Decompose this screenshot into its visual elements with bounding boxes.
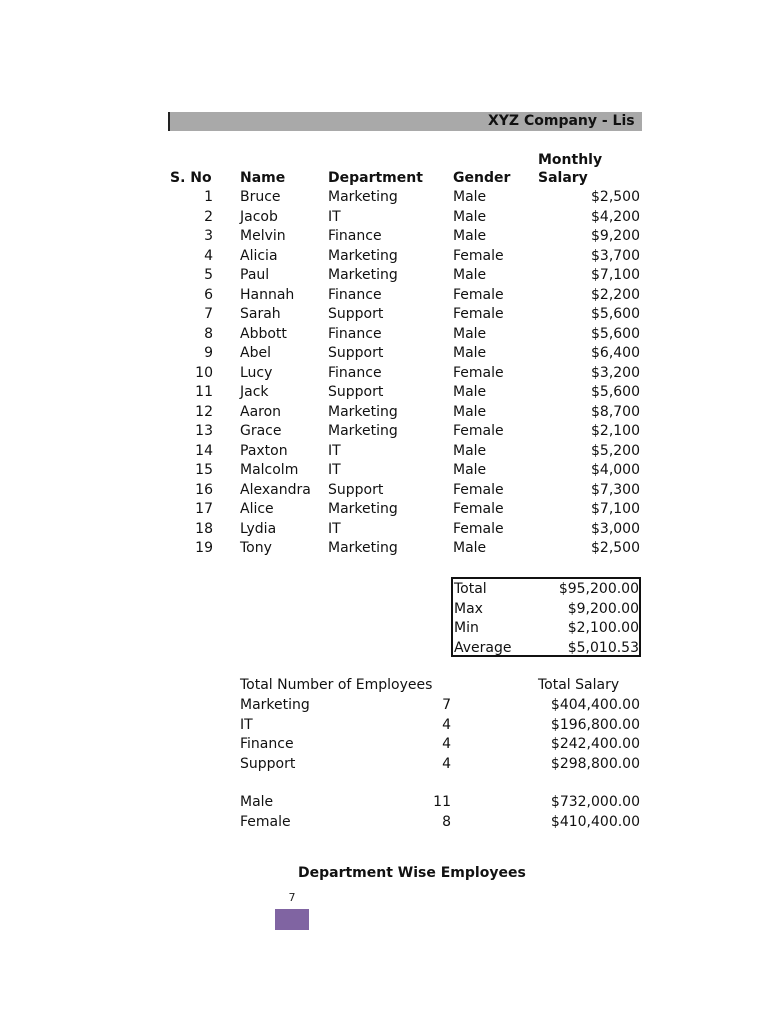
stat-label: Total [454,581,487,597]
summary-row [0,755,768,775]
table-row [0,383,768,403]
cell-department: Finance [328,325,382,342]
summary-row [0,716,768,736]
cell-department: Marketing [328,189,398,205]
stat-row [453,638,639,658]
header-salary-line1: Monthly [538,152,603,168]
cell-department: Support [328,306,384,322]
cell-department: Marketing [328,403,398,420]
summary-count: 4 [442,755,451,772]
summary-count-header: Total Number of Employees [240,677,433,693]
summary-salary-header: Total Salary [538,677,620,693]
table-row [0,500,768,520]
cell-gender: Female [453,364,504,381]
cell-department: Support [328,345,384,361]
cell-department: IT [328,462,341,478]
cell-salary: $8,700 [591,403,640,420]
cell-salary: $4,000 [591,462,640,478]
cell-name: Bruce [240,189,281,205]
summary-label: Finance [240,736,294,752]
cell-name: Jacob [240,208,278,225]
cell-department: Marketing [328,540,398,556]
cell-sno: 3 [204,228,213,244]
summary-count: 11 [433,794,451,810]
table-row [0,461,768,481]
cell-gender: Female [453,306,504,322]
cell-sno: 18 [195,520,213,537]
cell-department: Support [328,481,384,498]
summary-salary: $298,800.00 [550,755,640,772]
summary-row [0,813,768,833]
cell-gender: Male [453,442,487,459]
cell-gender: Male [453,325,487,342]
page-title: XYZ Company - Lis [488,113,635,129]
cell-department: Marketing [328,501,398,517]
cell-sno: 10 [195,364,213,381]
stat-row [453,599,639,619]
cell-gender: Male [453,540,487,556]
cell-sno: 16 [195,481,213,498]
cell-name: Lucy [240,364,273,381]
cell-gender: Male [453,228,487,244]
summary-count: 4 [442,716,451,733]
cell-name: Lydia [240,520,277,537]
cell-sno: 13 [195,423,213,439]
cell-gender: Female [453,501,504,517]
cell-salary: $7,100 [591,267,640,283]
table-row [0,227,768,247]
cell-sno: 15 [195,462,213,478]
summary-count: 8 [442,813,451,830]
cell-sno: 9 [204,345,213,361]
summary-salary: $410,400.00 [550,813,640,830]
summary-salary: $242,400.00 [550,736,640,752]
cell-department: Support [328,384,384,400]
cell-department: Finance [328,364,382,381]
stat-value: $5,010.53 [567,639,639,656]
summary-salary: $196,800.00 [550,716,640,733]
bar-label: 7 [288,891,296,904]
summary-label: Male [240,794,274,810]
cell-gender: Male [453,403,487,420]
table-row [0,364,768,384]
summary-label: Female [240,813,291,830]
stats-box [451,577,641,657]
cell-name: Aaron [240,403,282,420]
cell-gender: Female [453,286,504,303]
table-row [0,286,768,306]
cell-name: Tony [240,540,272,556]
cell-name: Abel [240,345,271,361]
stat-label: Average [454,639,512,656]
cell-sno: 1 [204,189,213,205]
cell-salary: $2,200 [591,286,640,303]
cell-name: Sarah [240,306,281,322]
cell-salary: $3,000 [591,520,640,537]
cell-salary: $6,400 [591,345,640,361]
cell-sno: 8 [204,325,213,342]
summary-label: Support [240,755,296,772]
cell-salary: $7,300 [591,481,640,498]
stat-label: Min [454,620,479,636]
cell-name: Paxton [240,442,288,459]
table-row [0,266,768,286]
header-name: Name [240,170,286,186]
cell-salary: $5,600 [591,325,640,342]
cell-sno: 5 [204,267,213,283]
table-row [0,481,768,501]
cell-department: Finance [328,286,382,303]
title-bar [168,112,642,131]
cell-sno: 2 [204,208,213,225]
cell-sno: 17 [195,501,213,517]
summary-label: IT [240,716,253,733]
cell-gender: Female [453,481,504,498]
table-row [0,325,768,345]
table-row [0,403,768,423]
chart-title: Department Wise Employees [298,865,526,881]
stat-value: $2,100.00 [567,620,639,636]
cell-name: Alicia [240,247,278,264]
cell-sno: 19 [195,540,213,556]
cell-gender: Male [453,384,487,400]
cell-gender: Female [453,520,504,537]
table-row [0,305,768,325]
cell-sno: 7 [204,306,213,322]
summary-label: Marketing [240,697,310,713]
cell-gender: Male [453,462,487,478]
cell-department: Finance [328,228,382,244]
cell-gender: Male [453,267,487,283]
cell-name: Alice [240,501,274,517]
cell-salary: $7,100 [591,501,640,517]
summary-salary: $732,000.00 [550,794,640,810]
cell-salary: $2,500 [591,540,640,556]
cell-name: Hannah [240,286,295,303]
stat-row [453,618,639,638]
cell-sno: 6 [204,286,213,303]
header-sno: S. No [170,170,212,186]
cell-gender: Male [453,345,487,361]
cell-salary: $2,100 [591,423,640,439]
cell-name: Malcolm [240,462,299,478]
cell-department: Marketing [328,247,398,264]
cell-gender: Male [453,189,487,205]
cell-department: Marketing [328,267,398,283]
table-row [0,539,768,559]
cell-salary: $5,600 [591,384,640,400]
header-gender: Gender [453,170,511,186]
cell-salary: $5,600 [591,306,640,322]
stat-label: Max [454,600,483,617]
summary-salary: $404,400.00 [550,697,640,713]
summary-row [0,793,768,813]
table-row [0,442,768,462]
cell-gender: Female [453,247,504,264]
cell-salary: $3,200 [591,364,640,381]
stat-value: $95,200.00 [558,581,639,597]
cell-name: Jack [240,384,269,400]
cell-sno: 12 [195,403,213,420]
summary-count: 7 [442,697,451,713]
bar-marketing [275,909,309,930]
cell-salary: $4,200 [591,208,640,225]
cell-department: Marketing [328,423,398,439]
cell-department: IT [328,520,341,537]
cell-sno: 14 [195,442,213,459]
cell-sno: 4 [204,247,213,264]
stat-value: $9,200.00 [567,600,639,617]
table-row [0,188,768,208]
stat-row [453,579,639,599]
cell-name: Abbott [240,325,287,342]
cell-salary: $9,200 [591,228,640,244]
summary-count: 4 [442,736,451,752]
cell-salary: $5,200 [591,442,640,459]
summary-row [0,696,768,716]
table-row [0,344,768,364]
cell-name: Grace [240,423,282,439]
header-salary-line2: Salary [538,170,588,186]
table-row [0,422,768,442]
department-chart [200,885,560,945]
cell-gender: Male [453,208,487,225]
cell-name: Paul [240,267,270,283]
table-row [0,520,768,540]
cell-salary: $3,700 [591,247,640,264]
cell-department: IT [328,208,341,225]
header-department: Department [328,170,423,186]
summary-row [0,735,768,755]
cell-department: IT [328,442,341,459]
cell-salary: $2,500 [591,189,640,205]
table-row [0,247,768,267]
cell-gender: Female [453,423,504,439]
cell-name: Alexandra [240,481,311,498]
cell-name: Melvin [240,228,286,244]
cell-sno: 11 [195,384,213,400]
table-row [0,208,768,228]
